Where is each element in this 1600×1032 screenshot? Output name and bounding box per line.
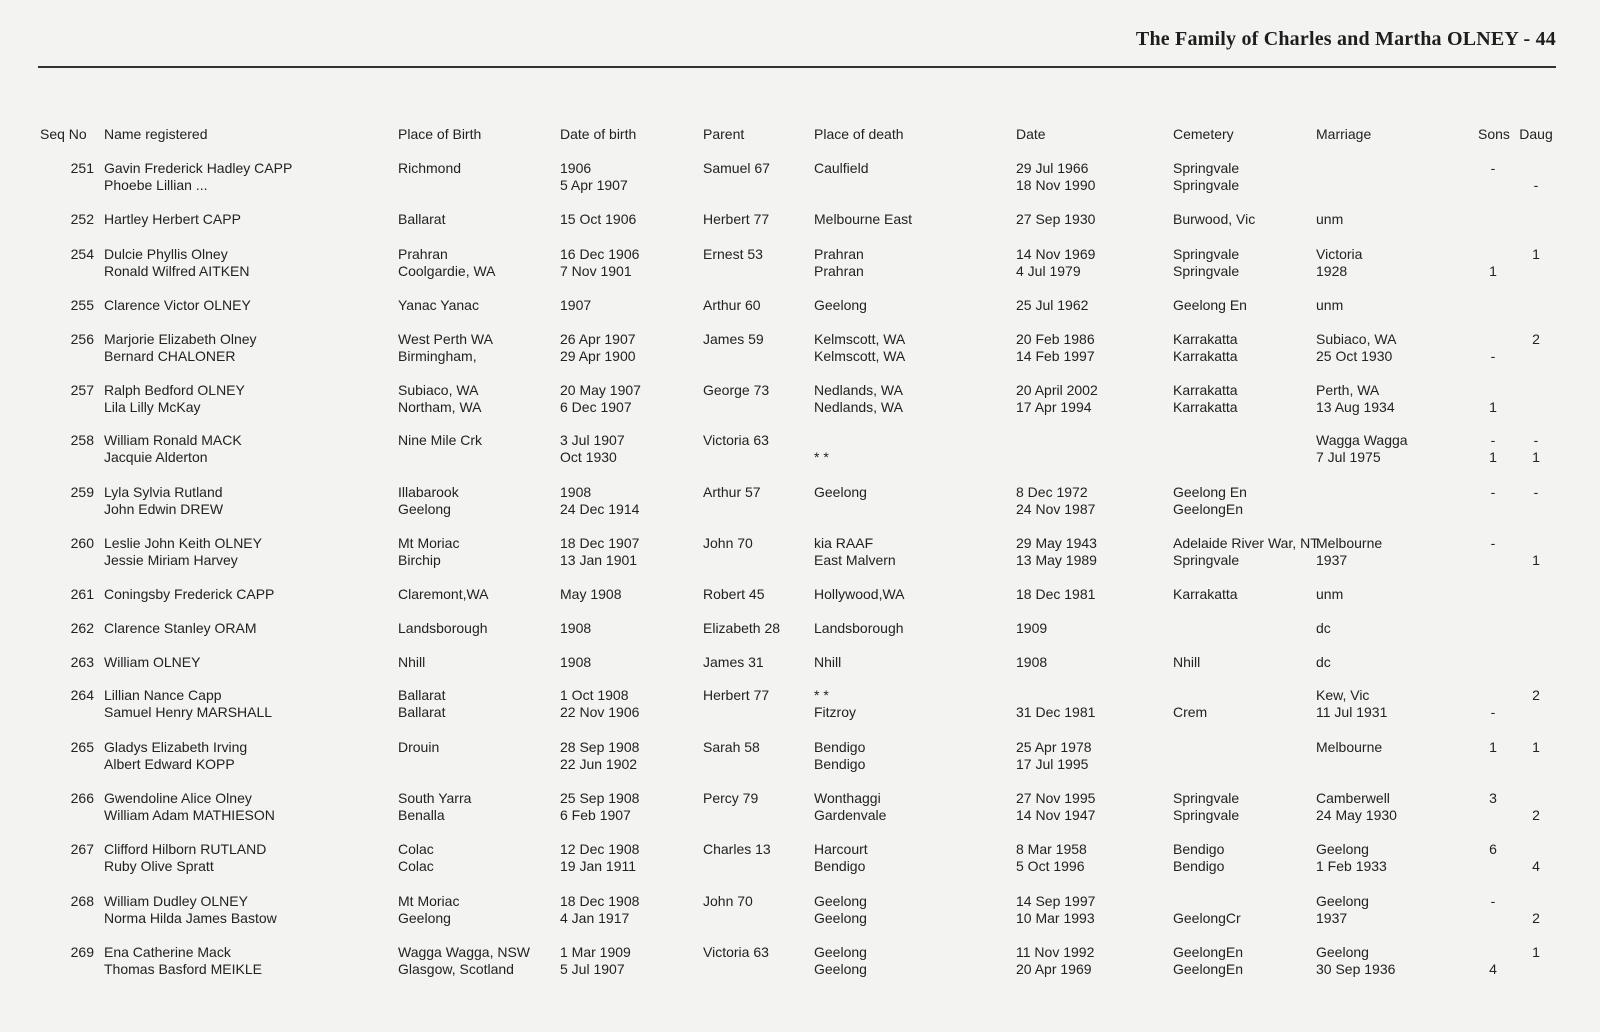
- seq-number: 265: [70, 739, 94, 755]
- marriage: Subiaco, WA: [1316, 331, 1397, 347]
- place-of-death-spouse: Kelmscott, WA: [814, 348, 906, 364]
- date-of-birth: 18 Dec 1907: [560, 535, 640, 551]
- place-of-birth: Illabarook: [398, 484, 459, 500]
- marriage: Kew, Vic: [1316, 687, 1370, 703]
- seq-number: 259: [70, 484, 94, 500]
- date-of-birth-spouse: 22 Jun 1902: [560, 756, 638, 772]
- cemetery-spouse: GeelongEn: [1173, 501, 1244, 517]
- date-of-birth-spouse: Oct 1930: [560, 449, 617, 465]
- seq-number: 266: [70, 790, 94, 806]
- marriage-spouse: 24 May 1930: [1316, 807, 1397, 823]
- date-of-birth: 16 Dec 1906: [560, 246, 640, 262]
- date-of-birth-spouse: 13 Jan 1901: [560, 552, 638, 568]
- parent: Ernest 53: [703, 246, 763, 262]
- cemetery: Karrakatta: [1173, 586, 1238, 602]
- cemetery-spouse: Springvale: [1173, 263, 1240, 279]
- parent: George 73: [703, 382, 770, 398]
- marriage: dc: [1316, 654, 1331, 670]
- name-registered-spouse: Jacquie Alderton: [104, 449, 208, 465]
- place-of-birth: Mt Moriac: [398, 535, 460, 551]
- sons-count: 6: [1489, 841, 1497, 857]
- name-registered: Clarence Victor OLNEY: [104, 297, 251, 313]
- date-of-death-spouse: 13 May 1989: [1016, 552, 1097, 568]
- parent: Elizabeth 28: [703, 620, 781, 636]
- date-of-death-spouse: 20 Apr 1969: [1016, 961, 1092, 977]
- place-of-birth-spouse: Coolgardie, WA: [398, 263, 496, 279]
- seq-number: 251: [70, 160, 94, 176]
- name-registered: William Ronald MACK: [104, 432, 242, 448]
- date-of-birth: 15 Oct 1906: [560, 211, 637, 227]
- date-of-birth: 25 Sep 1908: [560, 790, 640, 806]
- header-name: Name registered: [104, 126, 208, 142]
- header-rule: [38, 66, 1556, 68]
- date-of-birth: 1907: [560, 297, 592, 313]
- date-of-death: 27 Nov 1995: [1016, 790, 1096, 806]
- cemetery: Burwood, Vic: [1173, 211, 1256, 227]
- marriage: Geelong: [1316, 841, 1369, 857]
- seq-number: 256: [70, 331, 94, 347]
- cemetery-spouse: Springvale: [1173, 552, 1240, 568]
- date-of-death: 27 Sep 1930: [1016, 211, 1096, 227]
- date-of-death-spouse: 5 Oct 1996: [1016, 858, 1085, 874]
- place-of-birth: Prahran: [398, 246, 448, 262]
- place-of-birth: Ballarat: [398, 687, 446, 703]
- date-of-birth: 26 Apr 1907: [560, 331, 636, 347]
- header-place-of-death: Place of death: [814, 126, 904, 142]
- header-seq-no: Seq No: [40, 126, 87, 142]
- header-daughters: Daug: [1519, 126, 1553, 142]
- sons-count: -: [1490, 432, 1496, 448]
- date-of-birth: May 1908: [560, 586, 622, 602]
- date-of-birth-spouse: 29 Apr 1900: [560, 348, 636, 364]
- header-marriage: Marriage: [1316, 126, 1372, 142]
- header-date-of-birth: Date of birth: [560, 126, 637, 142]
- marriage: unm: [1316, 586, 1344, 602]
- name-registered: Lillian Nance Capp: [104, 687, 222, 703]
- date-of-birth-spouse: 4 Jan 1917: [560, 910, 630, 926]
- daughters-count-spouse: 4: [1532, 858, 1540, 874]
- place-of-death: Landsborough: [814, 620, 904, 636]
- date-of-death-spouse: 17 Jul 1995: [1016, 756, 1089, 772]
- place-of-birth: Mt Moriac: [398, 893, 460, 909]
- daughters-count-spouse: 1: [1532, 552, 1540, 568]
- place-of-birth: Colac: [398, 841, 434, 857]
- date-of-birth-spouse: 6 Dec 1907: [560, 399, 632, 415]
- name-registered: Clifford Hilborn RUTLAND: [104, 841, 267, 857]
- parent: James 31: [703, 654, 764, 670]
- cemetery: Adelaide River War, NT: [1173, 535, 1319, 551]
- place-of-death-spouse: East Malvern: [814, 552, 896, 568]
- name-registered-spouse: Thomas Basford MEIKLE: [104, 961, 262, 977]
- date-of-birth-spouse: 24 Dec 1914: [560, 501, 640, 517]
- header-date: Date: [1016, 126, 1046, 142]
- place-of-birth-spouse: Geelong: [398, 501, 451, 517]
- date-of-birth-spouse: 5 Apr 1907: [560, 177, 628, 193]
- seq-number: 269: [70, 944, 94, 960]
- parent: Samuel 67: [703, 160, 770, 176]
- sons-count: -: [1490, 160, 1496, 176]
- date-of-death: 14 Sep 1997: [1016, 893, 1096, 909]
- name-registered: Gladys Elizabeth Irving: [104, 739, 248, 755]
- seq-number: 255: [70, 297, 94, 313]
- page-title: The Family of Charles and Martha OLNEY - 44: [1135, 28, 1556, 50]
- place-of-birth: Nine Mile Crk: [398, 432, 483, 448]
- parent: Herbert 77: [703, 687, 770, 703]
- name-registered-spouse: Ronald Wilfred AITKEN: [104, 263, 250, 279]
- cemetery-spouse: GeelongEn: [1173, 961, 1244, 977]
- date-of-death: 14 Nov 1969: [1016, 246, 1096, 262]
- name-registered: William Dudley OLNEY: [104, 893, 248, 909]
- place-of-birth: Claremont,WA: [398, 586, 489, 602]
- date-of-birth-spouse: 7 Nov 1901: [560, 263, 632, 279]
- daughters-count: 1: [1532, 246, 1540, 262]
- name-registered-spouse: Jessie Miriam Harvey: [104, 552, 238, 568]
- place-of-death: Nhill: [814, 654, 842, 670]
- parent: Arthur 60: [703, 297, 761, 313]
- parent: John 70: [703, 893, 753, 909]
- header-cemetery: Cemetery: [1173, 126, 1234, 142]
- date-of-birth: 1908: [560, 484, 592, 500]
- place-of-death-spouse: Geelong: [814, 910, 867, 926]
- name-registered: Ena Catherine Mack: [104, 944, 231, 960]
- place-of-birth: Ballarat: [398, 211, 446, 227]
- header-sons: Sons: [1478, 126, 1510, 142]
- name-registered-spouse: Albert Edward KOPP: [104, 756, 235, 772]
- place-of-death: Hollywood,WA: [814, 586, 905, 602]
- marriage-spouse: 1937: [1316, 910, 1348, 926]
- name-registered-spouse: Samuel Henry MARSHALL: [104, 704, 273, 720]
- daughters-count: -: [1533, 432, 1539, 448]
- daughters-count-spouse: 1: [1532, 449, 1540, 465]
- marriage: unm: [1316, 211, 1344, 227]
- daughters-count: 1: [1532, 944, 1540, 960]
- place-of-death: Harcourt: [814, 841, 868, 857]
- marriage-spouse: 1 Feb 1933: [1316, 858, 1387, 874]
- marriage: Melbourne: [1316, 535, 1383, 551]
- date-of-death: 8 Mar 1958: [1016, 841, 1087, 857]
- date-of-death-spouse: 18 Nov 1990: [1016, 177, 1096, 193]
- seq-number: 268: [70, 893, 94, 909]
- parent: Victoria 63: [703, 432, 769, 448]
- place-of-birth-spouse: Colac: [398, 858, 434, 874]
- name-registered-spouse: John Edwin DREW: [104, 501, 224, 517]
- seq-number: 262: [70, 620, 94, 636]
- date-of-death: 25 Apr 1978: [1016, 739, 1092, 755]
- date-of-death: 29 Jul 1966: [1016, 160, 1089, 176]
- date-of-birth: 1 Oct 1908: [560, 687, 629, 703]
- date-of-birth: 1908: [560, 620, 592, 636]
- date-of-birth: 1908: [560, 654, 592, 670]
- date-of-birth-spouse: 19 Jan 1911: [560, 858, 637, 874]
- date-of-death-spouse: 17 Apr 1994: [1016, 399, 1092, 415]
- cemetery-spouse: Karrakatta: [1173, 399, 1238, 415]
- name-registered: Clarence Stanley ORAM: [104, 620, 257, 636]
- marriage-spouse: 11 Jul 1931: [1316, 704, 1388, 720]
- daughters-count: 2: [1532, 687, 1540, 703]
- place-of-birth-spouse: Benalla: [398, 807, 445, 823]
- name-registered: William OLNEY: [104, 654, 201, 670]
- place-of-death: * *: [814, 687, 829, 703]
- place-of-birth-spouse: Birmingham,: [398, 348, 477, 364]
- sons-count: -: [1490, 893, 1496, 909]
- seq-number: 263: [70, 654, 94, 670]
- place-of-death: Caulfield: [814, 160, 869, 176]
- place-of-birth-spouse: Geelong: [398, 910, 451, 926]
- cemetery: Geelong En: [1173, 297, 1247, 313]
- parent: Arthur 57: [703, 484, 761, 500]
- name-registered: Lyla Sylvia Rutland: [104, 484, 223, 500]
- name-registered-spouse: William Adam MATHIESON: [104, 807, 275, 823]
- sons-count: 1: [1489, 739, 1497, 755]
- marriage: Wagga Wagga: [1316, 432, 1408, 448]
- marriage-spouse: 30 Sep 1936: [1316, 961, 1396, 977]
- cemetery: Karrakatta: [1173, 331, 1238, 347]
- seq-number: 261: [70, 586, 94, 602]
- date-of-death: 29 May 1943: [1016, 535, 1097, 551]
- marriage-spouse: 25 Oct 1930: [1316, 348, 1393, 364]
- cemetery: GeelongEn: [1173, 944, 1244, 960]
- place-of-death: Nedlands, WA: [814, 382, 903, 398]
- place-of-death: Geelong: [814, 484, 867, 500]
- place-of-death: Prahran: [814, 246, 864, 262]
- cemetery: Karrakatta: [1173, 382, 1238, 398]
- name-registered-spouse: Bernard CHALONER: [104, 348, 236, 364]
- place-of-birth: Nhill: [398, 654, 426, 670]
- place-of-death: Kelmscott, WA: [814, 331, 906, 347]
- name-registered: Dulcie Phyllis Olney: [104, 246, 228, 262]
- place-of-death: Geelong: [814, 893, 867, 909]
- sons-count-spouse: -: [1490, 348, 1496, 364]
- place-of-death: Wonthaggi: [814, 790, 881, 806]
- place-of-birth-spouse: Northam, WA: [398, 399, 482, 415]
- daughters-count-spouse: -: [1533, 177, 1539, 193]
- cemetery-spouse: Springvale: [1173, 807, 1240, 823]
- cemetery: Bendigo: [1173, 841, 1225, 857]
- marriage: Melbourne: [1316, 739, 1383, 755]
- marriage: Geelong: [1316, 944, 1369, 960]
- place-of-death: kia RAAF: [814, 535, 874, 551]
- place-of-death-spouse: Geelong: [814, 961, 867, 977]
- place-of-birth-spouse: Birchip: [398, 552, 441, 568]
- date-of-birth: 1906: [560, 160, 592, 176]
- place-of-birth: Yanac Yanac: [398, 297, 479, 313]
- date-of-death: 8 Dec 1972: [1016, 484, 1088, 500]
- sons-count-spouse: 1: [1489, 399, 1497, 415]
- name-registered-spouse: Ruby Olive Spratt: [104, 858, 214, 874]
- date-of-birth: 20 May 1907: [560, 382, 641, 398]
- cemetery: Springvale: [1173, 246, 1240, 262]
- daughters-count-spouse: 2: [1532, 910, 1540, 926]
- cemetery: Nhill: [1173, 654, 1201, 670]
- place-of-death: Geelong: [814, 944, 867, 960]
- date-of-death-spouse: 4 Jul 1979: [1016, 263, 1081, 279]
- cemetery-spouse: Crem: [1173, 704, 1208, 720]
- date-of-death: 1908: [1016, 654, 1048, 670]
- daughters-count: -: [1533, 484, 1539, 500]
- seq-number: 264: [70, 687, 94, 703]
- sons-count-spouse: 1: [1489, 449, 1497, 465]
- place-of-birth: West Perth WA: [398, 331, 493, 347]
- marriage: Victoria: [1316, 246, 1363, 262]
- date-of-birth: 3 Jul 1907: [560, 432, 625, 448]
- sons-count-spouse: -: [1490, 704, 1496, 720]
- place-of-death-spouse: Bendigo: [814, 756, 866, 772]
- place-of-death: Bendigo: [814, 739, 866, 755]
- name-registered-spouse: Norma Hilda James Bastow: [104, 910, 277, 926]
- parent: Victoria 63: [703, 944, 769, 960]
- name-registered: Gwendoline Alice Olney: [104, 790, 252, 806]
- sons-count-spouse: 1: [1489, 263, 1497, 279]
- marriage: dc: [1316, 620, 1331, 636]
- cemetery: Springvale: [1173, 160, 1240, 176]
- parent: Percy 79: [703, 790, 759, 806]
- marriage-spouse: 1937: [1316, 552, 1348, 568]
- cemetery: Geelong En: [1173, 484, 1247, 500]
- name-registered: Leslie John Keith OLNEY: [104, 535, 262, 551]
- place-of-death-spouse: Fitzroy: [814, 704, 856, 720]
- date-of-death-spouse: 10 Mar 1993: [1016, 910, 1095, 926]
- place-of-death: Melbourne East: [814, 211, 913, 227]
- date-of-death-spouse: 24 Nov 1987: [1016, 501, 1096, 517]
- place-of-birth: Wagga Wagga, NSW: [398, 944, 531, 960]
- marriage-spouse: 13 Aug 1934: [1316, 399, 1395, 415]
- header-parent: Parent: [703, 126, 745, 142]
- marriage: Geelong: [1316, 893, 1369, 909]
- sons-count: -: [1490, 535, 1496, 551]
- place-of-death-spouse: Prahran: [814, 263, 864, 279]
- parent: John 70: [703, 535, 753, 551]
- name-registered-spouse: Phoebe Lillian ...: [104, 177, 208, 193]
- place-of-death-spouse: Gardenvale: [814, 807, 887, 823]
- sons-count: -: [1490, 484, 1496, 500]
- marriage-spouse: 1928: [1316, 263, 1348, 279]
- seq-number: 267: [70, 841, 94, 857]
- seq-number: 254: [70, 246, 94, 262]
- marriage-spouse: 7 Jul 1975: [1316, 449, 1381, 465]
- daughters-count: 1: [1532, 739, 1540, 755]
- seq-number: 258: [70, 432, 94, 448]
- cemetery: Springvale: [1173, 790, 1240, 806]
- cemetery-spouse: Springvale: [1173, 177, 1240, 193]
- date-of-death-spouse: 31 Dec 1981: [1016, 704, 1096, 720]
- place-of-birth-spouse: Ballarat: [398, 704, 446, 720]
- place-of-birth: Landsborough: [398, 620, 488, 636]
- name-registered: Ralph Bedford OLNEY: [104, 382, 245, 398]
- name-registered-spouse: Lila Lilly McKay: [104, 399, 201, 415]
- place-of-birth: South Yarra: [398, 790, 472, 806]
- date-of-death: 11 Nov 1992: [1016, 944, 1095, 960]
- parent: Herbert 77: [703, 211, 770, 227]
- marriage: Perth, WA: [1316, 382, 1380, 398]
- cemetery-spouse: Bendigo: [1173, 858, 1225, 874]
- seq-number: 257: [70, 382, 94, 398]
- date-of-death: 18 Dec 1981: [1016, 586, 1096, 602]
- daughters-count: 2: [1532, 331, 1540, 347]
- date-of-birth: 28 Sep 1908: [560, 739, 640, 755]
- place-of-birth: Drouin: [398, 739, 440, 755]
- place-of-birth: Richmond: [398, 160, 462, 176]
- date-of-death: 1909: [1016, 620, 1048, 636]
- place-of-birth-spouse: Glasgow, Scotland: [398, 961, 514, 977]
- place-of-death: Geelong: [814, 297, 867, 313]
- place-of-death-spouse: Bendigo: [814, 858, 866, 874]
- date-of-death: 20 Feb 1986: [1016, 331, 1095, 347]
- name-registered: Gavin Frederick Hadley CAPP: [104, 160, 293, 176]
- date-of-death: 20 April 2002: [1016, 382, 1098, 398]
- date-of-death-spouse: 14 Feb 1997: [1016, 348, 1095, 364]
- parent: Charles 13: [703, 841, 771, 857]
- sons-count-spouse: 4: [1489, 961, 1497, 977]
- place-of-death-spouse: * *: [814, 449, 829, 465]
- date-of-birth: 12 Dec 1908: [560, 841, 640, 857]
- cemetery-spouse: Karrakatta: [1173, 348, 1238, 364]
- parent: Sarah 58: [703, 739, 760, 755]
- parent: James 59: [703, 331, 764, 347]
- cemetery-spouse: GeelongCr: [1173, 910, 1241, 926]
- seq-number: 260: [70, 535, 94, 551]
- sons-count: 3: [1489, 790, 1497, 806]
- place-of-death-spouse: Nedlands, WA: [814, 399, 903, 415]
- date-of-death-spouse: 14 Nov 1947: [1016, 807, 1096, 823]
- marriage: Camberwell: [1316, 790, 1390, 806]
- seq-number: 252: [70, 211, 94, 227]
- daughters-count-spouse: 2: [1532, 807, 1540, 823]
- name-registered: Coningsby Frederick CAPP: [104, 586, 275, 602]
- date-of-birth: 1 Mar 1909: [560, 944, 631, 960]
- date-of-birth: 18 Dec 1908: [560, 893, 640, 909]
- date-of-birth-spouse: 5 Jul 1907: [560, 961, 625, 977]
- marriage: unm: [1316, 297, 1344, 313]
- name-registered: Hartley Herbert CAPP: [104, 211, 241, 227]
- parent: Robert 45: [703, 586, 765, 602]
- name-registered: Marjorie Elizabeth Olney: [104, 331, 257, 347]
- header-place-of-birth: Place of Birth: [398, 126, 482, 142]
- place-of-birth: Subiaco, WA: [398, 382, 479, 398]
- date-of-birth-spouse: 22 Nov 1906: [560, 704, 640, 720]
- date-of-death: 25 Jul 1962: [1016, 297, 1089, 313]
- date-of-birth-spouse: 6 Feb 1907: [560, 807, 631, 823]
